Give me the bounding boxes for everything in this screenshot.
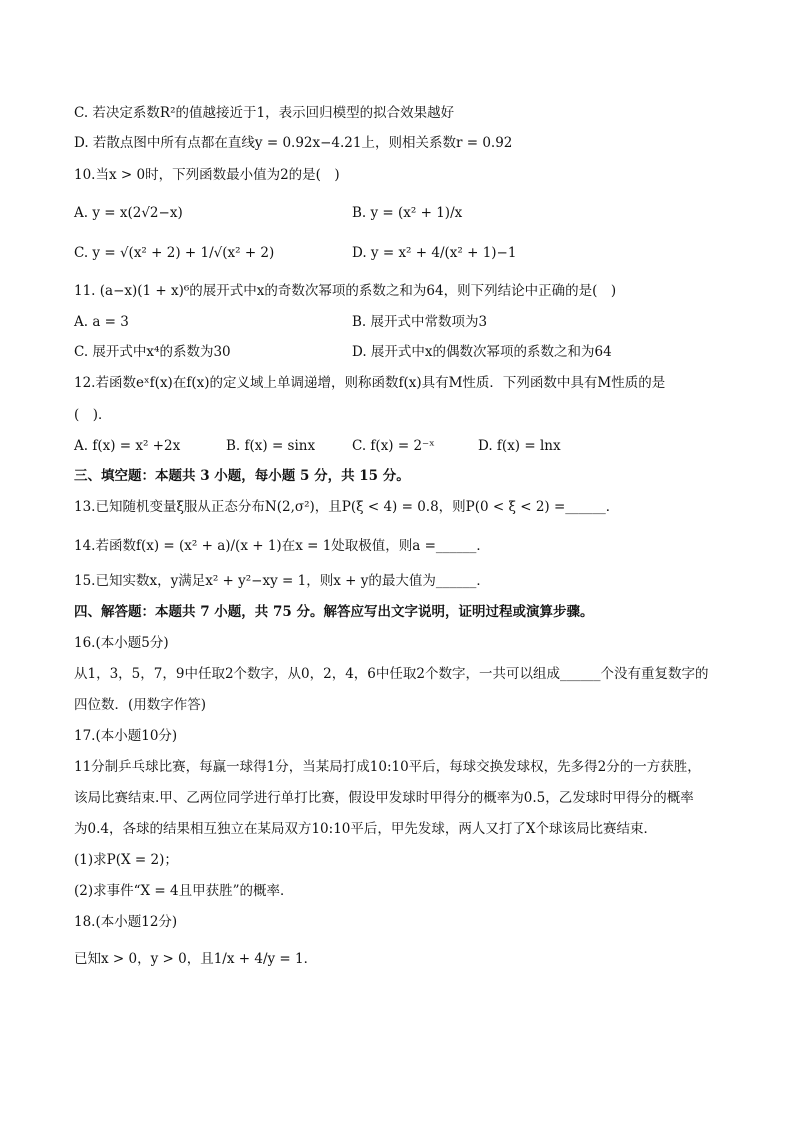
- question-17-line1: 11分制乒乓球比赛，每赢一球得1分，当某局打成10:10平后，每球交换发球权，先多得2分的一方获胜，: [74, 759, 701, 775]
- q10-option-a: A. y = x(2√2−x): [74, 205, 183, 221]
- question-12-line2: ( )．: [74, 407, 112, 423]
- section-3-heading: 三、填空题：本题共 3 小题，每小题 5 分，共 15 分。: [74, 468, 410, 484]
- section-4-heading: 四、解答题：本题共 7 小题，共 75 分。解答应写出文字说明，证明过程或演算步骤。: [74, 604, 594, 620]
- question-17-header: 17.(本小题10分): [74, 728, 178, 744]
- question-11: 11. (a−x)(1 + x)⁶的展开式中x的奇数次幂项的系数之和为64，则下列结论中正确的是( ): [74, 283, 617, 299]
- q10-option-d: D. y = x² + 4/(x² + 1)−1: [352, 245, 517, 261]
- question-18-line1: 已知x > 0，y > 0，且1/x + 4/y = 1．: [74, 951, 318, 967]
- question-17-line3: 为0.4，各球的结果相互独立在某局双方10:10平后，甲先发球，两人又打了X个球该局比赛结束．: [74, 821, 657, 837]
- q12-option-a: A. f(x) = x² +2x: [74, 438, 181, 454]
- question-10: 10.当x > 0时，下列函数最小值为2的是( ): [74, 167, 340, 183]
- q11-option-d: D. 展开式中x的偶数次幂项的系数之和为64: [352, 344, 612, 360]
- q11-option-b: B. 展开式中常数项为3: [352, 314, 488, 330]
- question-16-line1: 从1，3，5，7，9中任取2个数字，从0，2，4，6中任取2个数字，一共可以组成______个没有重复数字的: [74, 666, 709, 682]
- q12-option-c: C. f(x) = 2⁻ˣ: [352, 438, 435, 454]
- option-d-q9: D. 若散点图中所有点都在直线y = 0.92x−4.21上，则相关系数r = 0.92: [74, 135, 513, 151]
- option-c-q9: C. 若决定系数R²的值越接近于1，表示回归模型的拟合效果越好: [74, 105, 455, 121]
- question-16-line2: 四位数．(用数字作答): [74, 697, 207, 713]
- question-13: 13.已知随机变量ξ服从正态分布N(2,σ²)，且P(ξ < 4) = 0.8，则P(0 < ξ < 2) =______．: [74, 499, 620, 515]
- question-17-part1: (1)求P(X = 2)；: [74, 852, 178, 868]
- question-18-header: 18.(本小题12分): [74, 914, 178, 930]
- q10-option-b: B. y = (x² + 1)/x: [352, 205, 463, 221]
- question-17-part2: (2)求事件“X = 4且甲获胜”的概率．: [74, 883, 294, 899]
- q11-option-c: C. 展开式中x⁴的系数为30: [74, 344, 231, 360]
- question-15: 15.已知实数x，y满足x² + y²−xy = 1，则x + y的最大值为______．: [74, 573, 490, 589]
- q10-option-c: C. y = √(x² + 2) + 1/√(x² + 2): [74, 245, 275, 261]
- question-12-line1: 12.若函数eˣf(x)在f(x)的定义域上单调递增，则称函数f(x)具有M性质．下列函数中具有M性质的是: [74, 375, 666, 391]
- question-14: 14.若函数f(x) = (x² + a)/(x + 1)在x = 1处取极值，则a =______．: [74, 538, 490, 554]
- question-17-line2: 该局比赛结束.甲、乙两位同学进行单打比赛，假设甲发球时甲得分的概率为0.5，乙发球时甲得分的概率: [74, 790, 694, 806]
- question-16-header: 16.(本小题5分): [74, 635, 169, 651]
- q12-option-b: B. f(x) = sinx: [226, 438, 316, 454]
- q11-option-a: A. a = 3: [74, 314, 129, 330]
- q12-option-d: D. f(x) = lnx: [478, 438, 561, 454]
